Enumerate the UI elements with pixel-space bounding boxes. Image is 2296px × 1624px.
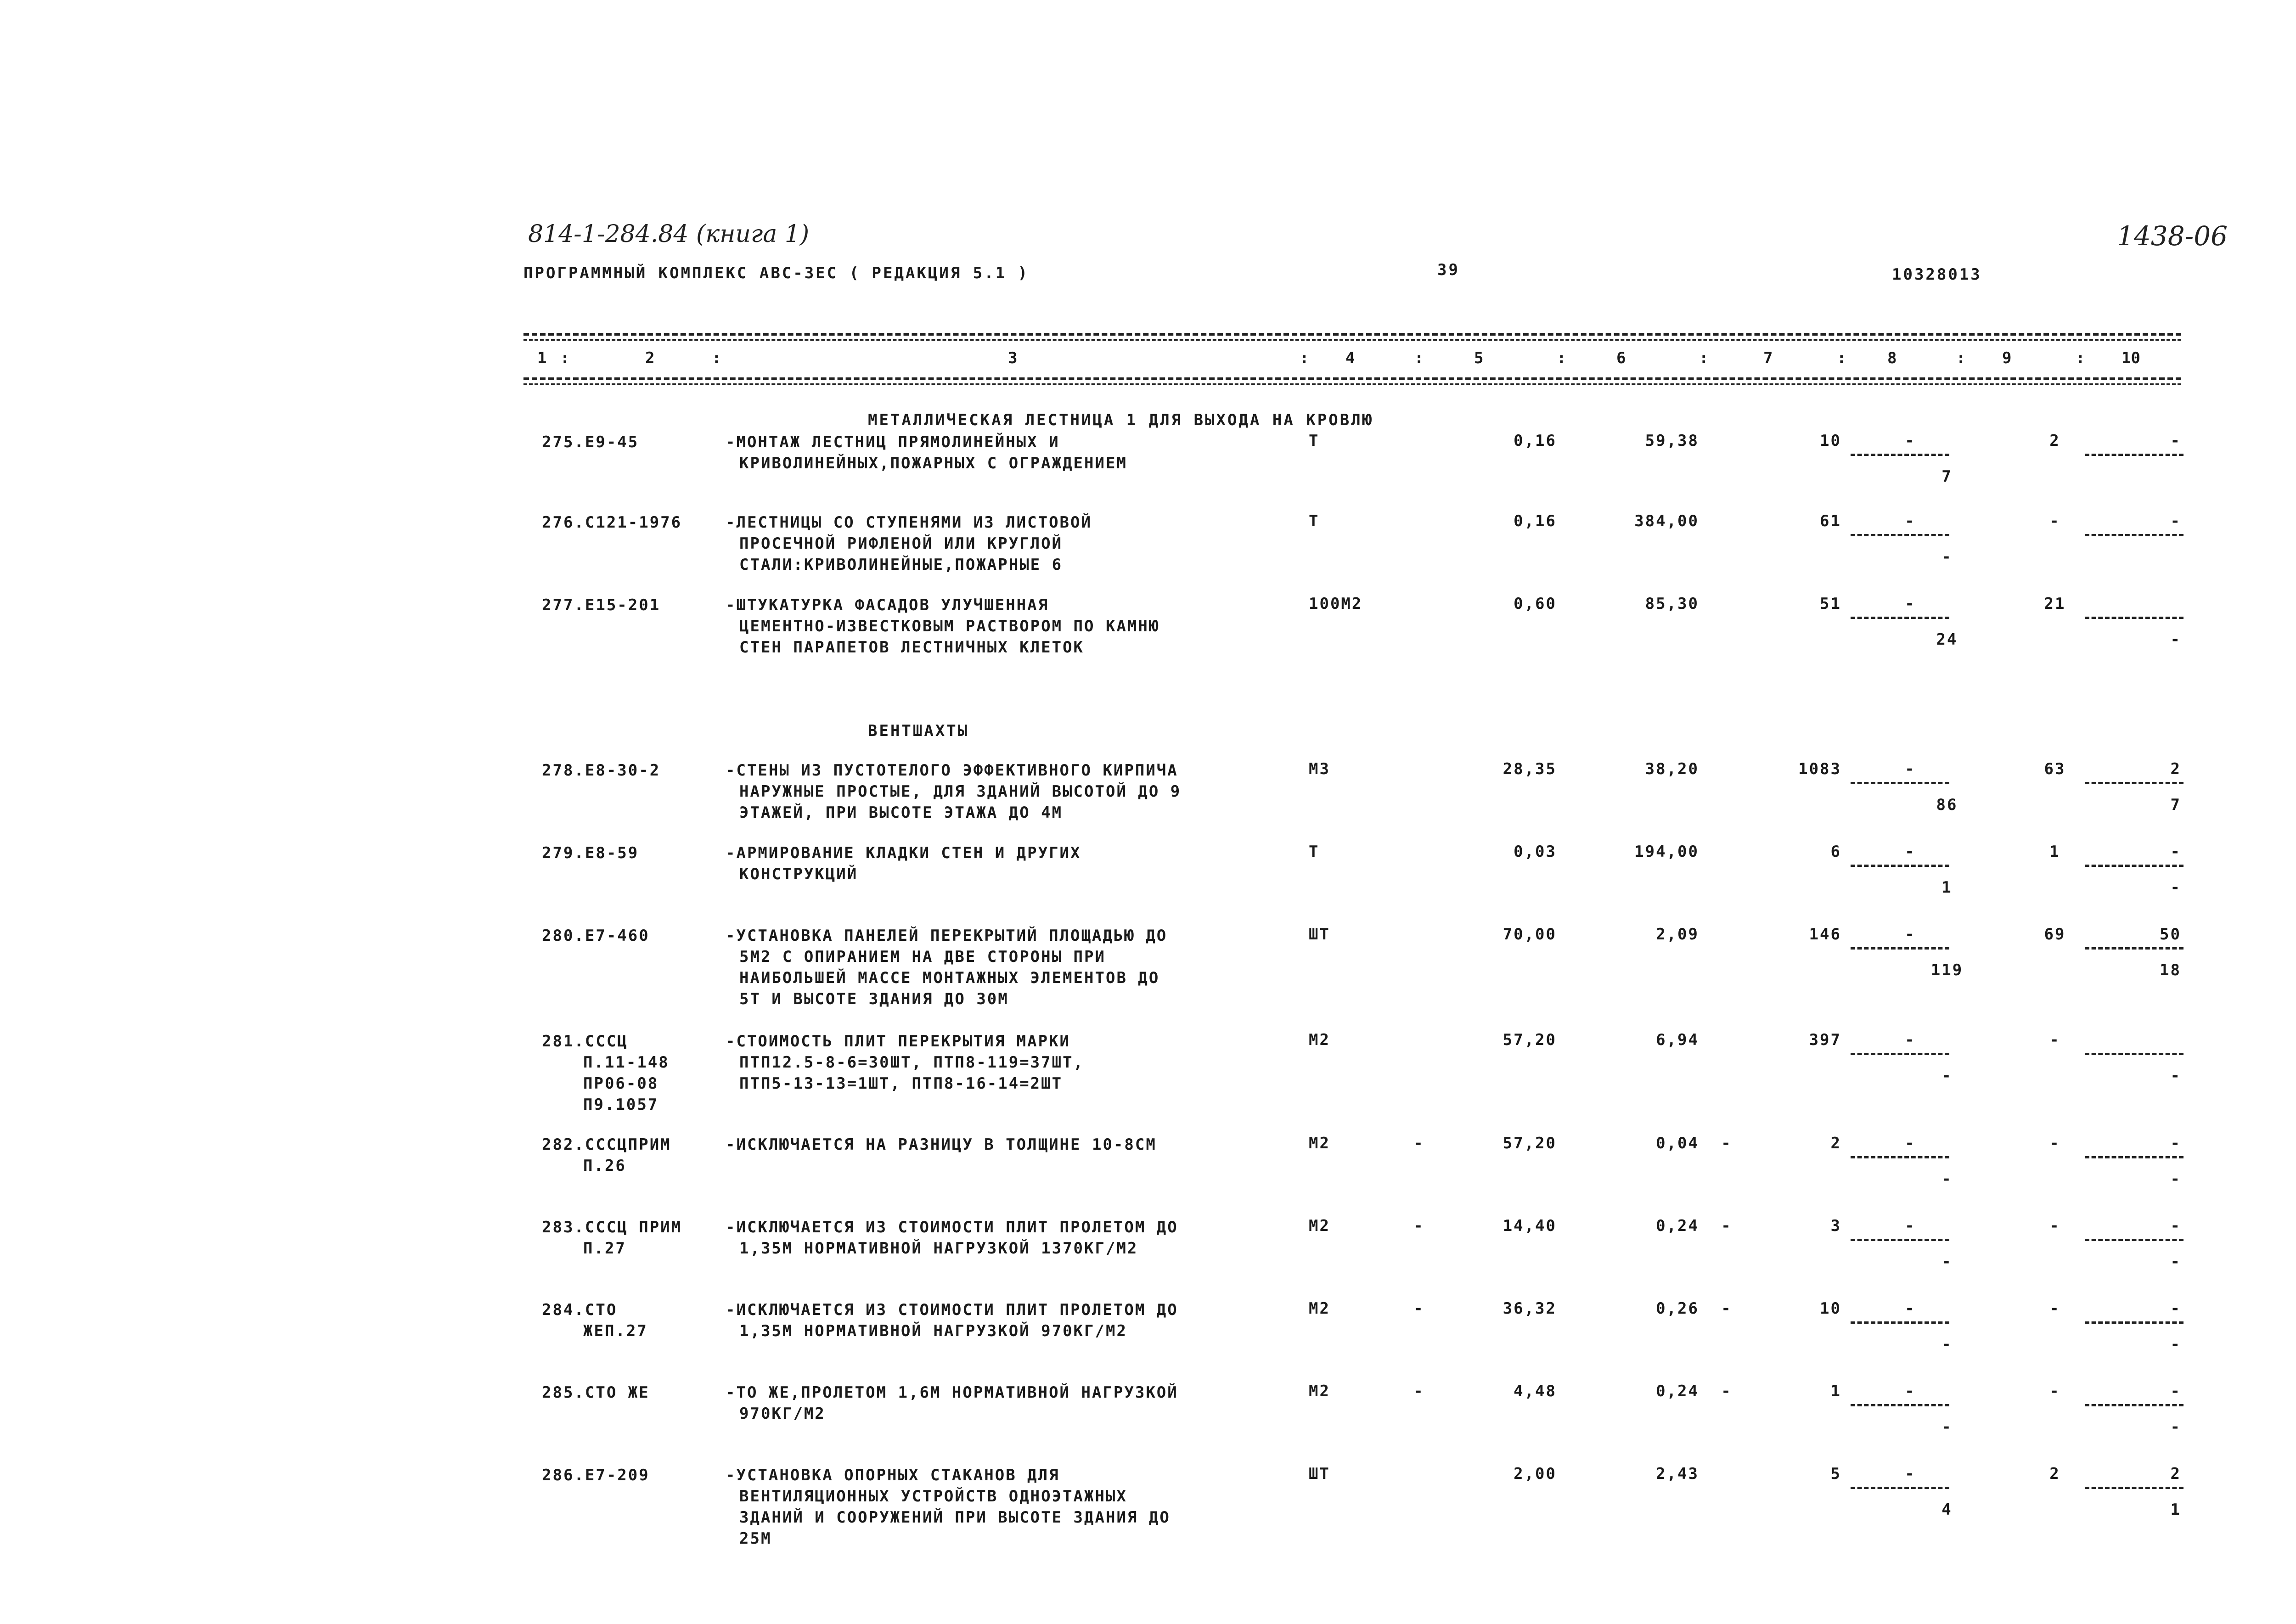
row-code-number: 276.С121-1976 [542, 513, 682, 532]
row-unit-price: 0,04 [1656, 1134, 1699, 1152]
row-col8-divider [1851, 1239, 1949, 1241]
row-col10-divider [2085, 454, 2183, 456]
row-col8-top: - [1905, 1217, 1916, 1235]
row-col8-top: - [1905, 1299, 1916, 1318]
row-quantity: 0,16 [1514, 512, 1557, 530]
row-col9: 21 [2044, 595, 2066, 613]
row-col8-top: - [1905, 1031, 1916, 1049]
row-col10-divider [2085, 782, 2183, 784]
row-unit: М2 [1309, 1134, 1330, 1152]
row-col8-top: - [1905, 925, 1916, 944]
row-description-line: 25М [739, 1529, 772, 1548]
row-col8-divider [1851, 617, 1949, 619]
row-col9: 69 [2044, 925, 2066, 944]
row-col9: 2 [2049, 432, 2060, 450]
row-code-number: 286.Е7-209 [542, 1466, 650, 1484]
row-unit-price: 2,09 [1656, 925, 1699, 944]
row-unit: М2 [1309, 1382, 1330, 1400]
row-description-line: ПТП5-13-13=1ШТ, ПТП8-16-14=2ШТ [739, 1074, 1063, 1093]
row-col9: - [2049, 1382, 2060, 1400]
column-number: 5 [1474, 349, 1484, 367]
row-col8-top: - [1905, 512, 1916, 530]
row-col10-divider [2085, 947, 2183, 950]
row-unit-price: 0,24 [1656, 1217, 1699, 1235]
row-dash: - [1413, 1382, 1424, 1400]
row-col10-top: - [2170, 843, 2181, 861]
row-col8-bottom: 7 [1941, 467, 1953, 486]
row-code [542, 1031, 670, 1115]
row-description [726, 1465, 1171, 1549]
row-code-number: 277.Е15-201 [542, 596, 661, 614]
row-col8-top: - [1905, 843, 1916, 861]
row-description-line: ПРОСЕЧНОЙ РИФЛЕНОЙ ИЛИ КРУГЛОЙ [739, 534, 1063, 553]
row-description-line: -ШТУКАТУРКА ФАСАДОВ УЛУЧШЕННАЯ [726, 596, 1049, 614]
row-col10-top: - [2170, 1134, 2181, 1152]
row-description [726, 760, 1181, 823]
row-col10-divider [2085, 1321, 2183, 1324]
row-col8-top: - [1905, 1382, 1916, 1400]
handwritten-doc-code: 814-1-284.84 (книга 1) [528, 220, 810, 248]
row-col8-bottom: - [1941, 1067, 1953, 1085]
header-rule-bottom [523, 377, 2181, 380]
row-col10-divider [2085, 1156, 2183, 1158]
row-code-number: 284.СТО [542, 1301, 618, 1319]
row-col10-bottom: 18 [2160, 961, 2181, 979]
column-separator: : [1557, 349, 1566, 367]
row-col9: 2 [2049, 1465, 2060, 1483]
section-title: ВЕНТШАХТЫ [868, 722, 969, 740]
row-description-line: -ИСКЛЮЧАЕТСЯ НА РАЗНИЦУ В ТОЛЩИНЕ 10-8СМ [726, 1135, 1157, 1154]
column-separator: : [1300, 349, 1309, 367]
row-code [542, 1465, 650, 1486]
row-total: 397 [1809, 1031, 1841, 1049]
row-col9: - [2049, 1217, 2060, 1235]
row-col8-bottom: 24 [1936, 630, 1958, 649]
row-col8-bottom: - [1941, 1335, 1953, 1354]
row-description [726, 843, 1081, 885]
row-code-continuation: ЖЕП.27 [583, 1322, 648, 1340]
row-code [542, 512, 682, 533]
handwritten-sheet-number: 1438-06 [2117, 220, 2228, 252]
row-code [542, 1382, 650, 1403]
column-separator: : [1956, 349, 1966, 367]
header-rule-top-2 [523, 339, 2181, 341]
row-quantity: 0,60 [1514, 595, 1557, 613]
row-unit: М3 [1309, 760, 1330, 778]
row-total: 10 [1820, 1299, 1841, 1318]
row-col10-bottom: - [2170, 878, 2181, 897]
row-dash: - [1413, 1134, 1424, 1152]
row-col8-divider [1851, 534, 1949, 536]
row-col10-top: - [2170, 512, 2181, 530]
row-quantity: 28,35 [1503, 760, 1557, 778]
row-code [542, 760, 660, 781]
section-title: МЕТАЛЛИЧЕСКАЯ ЛЕСТНИЦА 1 ДЛЯ ВЫХОДА НА КРОВЛЮ [868, 411, 1374, 429]
row-col10-bottom: - [2170, 1170, 2181, 1188]
row-total: 6 [1830, 843, 1841, 861]
row-description-line: КРИВОЛИНЕЙНЫХ,ПОЖАРНЫХ С ОГРАЖДЕНИЕМ [739, 454, 1127, 472]
row-col10-divider [2085, 1053, 2183, 1055]
row-col10-bottom: - [2170, 630, 2181, 649]
row-col8-divider [1851, 1321, 1949, 1324]
row-quantity: 4,48 [1514, 1382, 1557, 1400]
row-dash: - [1721, 1134, 1732, 1152]
row-col8-divider [1851, 1404, 1949, 1406]
row-col8-divider [1851, 454, 1949, 456]
column-separator: : [712, 349, 721, 367]
row-col8-bottom: - [1941, 548, 1953, 566]
row-col10-divider [2085, 617, 2183, 619]
row-code [542, 1299, 648, 1342]
row-unit-price: 194,00 [1634, 843, 1699, 861]
header-rule-bottom-2 [523, 383, 2181, 385]
page-number: 39 [1437, 261, 1460, 279]
column-number: 7 [1763, 349, 1773, 367]
row-description-line: 5Т И ВЫСОТЕ ЗДАНИЯ ДО 30М [739, 990, 1009, 1008]
row-code-continuation: ПР06-08 [583, 1074, 659, 1093]
row-description-line: НАРУЖНЫЕ ПРОСТЫЕ, ДЛЯ ЗДАНИЙ ВЫСОТОЙ ДО 9 [739, 782, 1182, 801]
row-col10-divider [2085, 865, 2183, 867]
row-total: 3 [1830, 1217, 1841, 1235]
row-description-line: -АРМИРОВАНИЕ КЛАДКИ СТЕН И ДРУГИХ [726, 844, 1081, 862]
row-description-line: 1,35М НОРМАТИВНОЙ НАГРУЗКОЙ 970КГ/М2 [739, 1322, 1127, 1340]
row-col10-top: 50 [2160, 925, 2181, 944]
program-title: ПРОГРАММНЫЙ КОМПЛЕКС АВС-3ЕС ( РЕДАКЦИЯ 5.1 ) [523, 264, 1030, 282]
row-description-line: СТЕН ПАРАПЕТОВ ЛЕСТНИЧНЫХ КЛЕТОК [739, 638, 1085, 657]
doc-number: 10328013 [1892, 265, 1982, 284]
row-description-line: ВЕНТИЛЯЦИОННЫХ УСТРОЙСТВ ОДНОЭТАЖНЫХ [739, 1487, 1127, 1506]
row-col8-divider [1851, 782, 1949, 784]
row-code-number: 279.Е8-59 [542, 844, 639, 862]
row-total: 1 [1830, 1382, 1841, 1400]
row-description-line: -ЛЕСТНИЦЫ СО СТУПЕНЯМИ ИЗ ЛИСТОВОЙ [726, 513, 1092, 532]
row-total: 10 [1820, 432, 1841, 450]
column-number: 8 [1887, 349, 1897, 367]
row-description [726, 1134, 1157, 1155]
row-col8-bottom: - [1941, 1170, 1953, 1188]
row-col10-top: - [2170, 432, 2181, 450]
row-unit-price: 59,38 [1645, 432, 1699, 450]
row-code-number: 282.СССЦПРИМ [542, 1135, 671, 1154]
column-separator: : [1699, 349, 1709, 367]
row-col8-top: - [1905, 595, 1916, 613]
row-description-line: -УСТАНОВКА ПАНЕЛЕЙ ПЕРЕКРЫТИЙ ПЛОЩАДЬЮ ДО [726, 927, 1168, 945]
row-col10-bottom: 7 [2170, 796, 2181, 814]
column-separator: : [1837, 349, 1846, 367]
row-col8-top: - [1905, 760, 1916, 778]
row-description-line: НАИБОЛЬШЕЙ МАССЕ МОНТАЖНЫХ ЭЛЕМЕНТОВ ДО [739, 969, 1160, 987]
row-description-line: 970КГ/М2 [739, 1405, 826, 1423]
row-col8-top: - [1905, 1134, 1916, 1152]
row-description [726, 1217, 1178, 1259]
row-quantity: 57,20 [1503, 1134, 1557, 1152]
row-dash: - [1721, 1217, 1732, 1235]
row-description-line: ЭТАЖЕЙ, ПРИ ВЫСОТЕ ЭТАЖА ДО 4М [739, 804, 1063, 822]
row-col8-top: - [1905, 432, 1916, 450]
row-unit-price: 85,30 [1645, 595, 1699, 613]
row-col10-top: - [2170, 1217, 2181, 1235]
row-quantity: 70,00 [1503, 925, 1557, 944]
row-total: 51 [1820, 595, 1841, 613]
row-total: 5 [1830, 1465, 1841, 1483]
row-description-line: -МОНТАЖ ЛЕСТНИЦ ПРЯМОЛИНЕЙНЫХ И [726, 433, 1060, 451]
row-col10-top: - [2170, 1382, 2181, 1400]
row-description [726, 432, 1127, 474]
row-total: 61 [1820, 512, 1841, 530]
row-col8-divider [1851, 947, 1949, 950]
row-unit-price: 0,26 [1656, 1299, 1699, 1318]
row-code-number: 275.Е9-45 [542, 433, 639, 451]
row-description-line: 1,35М НОРМАТИВНОЙ НАГРУЗКОЙ 1370КГ/М2 [739, 1239, 1138, 1258]
row-unit-price: 2,43 [1656, 1465, 1699, 1483]
row-col9: - [2049, 1031, 2060, 1049]
row-description [726, 925, 1167, 1010]
row-col8-bottom: 86 [1936, 796, 1958, 814]
row-description [726, 1031, 1084, 1094]
column-number: 4 [1345, 349, 1355, 367]
row-unit: М2 [1309, 1031, 1330, 1049]
column-separator: : [560, 349, 570, 367]
row-quantity: 14,40 [1503, 1217, 1557, 1235]
row-unit: ШТ [1309, 1465, 1330, 1483]
row-unit: 100М2 [1309, 595, 1363, 613]
row-dash: - [1721, 1299, 1732, 1318]
row-description-line: КОНСТРУКЦИЙ [739, 865, 858, 883]
row-dash: - [1413, 1299, 1424, 1318]
row-col10-divider [2085, 1404, 2183, 1406]
row-unit: ШТ [1309, 925, 1330, 944]
row-col9: 63 [2044, 760, 2066, 778]
row-col10-bottom: 1 [2170, 1500, 2181, 1519]
row-col8-divider [1851, 1156, 1949, 1158]
column-number: 2 [645, 349, 655, 367]
row-unit-price: 38,20 [1645, 760, 1699, 778]
row-description-line: 5М2 С ОПИРАНИЕМ НА ДВЕ СТОРОНЫ ПРИ [739, 948, 1106, 966]
row-col9: - [2049, 1299, 2060, 1318]
row-col9: - [2049, 512, 2060, 530]
row-quantity: 57,20 [1503, 1031, 1557, 1049]
row-col10-divider [2085, 1239, 2183, 1241]
row-description [726, 1382, 1178, 1424]
row-description-line: СТАЛИ:КРИВОЛИНЕЙНЫЕ,ПОЖАРНЫЕ 6 [739, 556, 1063, 574]
row-col10-top: 2 [2170, 760, 2181, 778]
row-code-continuation: П9.1057 [583, 1096, 659, 1114]
row-unit: Т [1309, 432, 1320, 450]
column-number: 6 [1616, 349, 1626, 367]
row-code-continuation: П.11-148 [583, 1053, 670, 1072]
row-col8-bottom: - [1941, 1253, 1953, 1271]
row-unit: Т [1309, 843, 1320, 861]
row-total: 1083 [1798, 760, 1841, 778]
row-col10-bottom: - [2170, 1067, 2181, 1085]
column-number: 1 [537, 349, 547, 367]
row-description [726, 595, 1159, 658]
row-quantity: 0,16 [1514, 432, 1557, 450]
header-rule-top [523, 333, 2181, 336]
row-code [542, 595, 660, 616]
row-col10-bottom: - [2170, 1253, 2181, 1271]
row-code-number: 283.СССЦ ПРИМ [542, 1218, 682, 1236]
row-code-continuation: П.27 [583, 1239, 626, 1258]
column-number: 10 [2122, 349, 2140, 367]
row-code-number: 278.Е8-30-2 [542, 761, 661, 780]
row-col10-top: 2 [2170, 1465, 2181, 1483]
row-description [726, 1299, 1178, 1342]
row-code [542, 432, 639, 453]
row-quantity: 2,00 [1514, 1465, 1557, 1483]
row-col8-divider [1851, 1487, 1949, 1489]
row-col8-divider [1851, 1053, 1949, 1055]
row-col8-bottom: 119 [1930, 961, 1964, 979]
row-col10-divider [2085, 1487, 2183, 1489]
column-number: 9 [2002, 349, 2012, 367]
row-code [542, 925, 650, 946]
row-description-line: ЗДАНИЙ И СООРУЖЕНИЙ ПРИ ВЫСОТЕ ЗДАНИЯ ДО [739, 1508, 1171, 1527]
row-col8-divider [1851, 865, 1949, 867]
row-description-line: -УСТАНОВКА ОПОРНЫХ СТАКАНОВ ДЛЯ [726, 1466, 1060, 1484]
row-col9: - [2049, 1134, 2060, 1152]
row-unit: М2 [1309, 1299, 1330, 1318]
row-unit-price: 384,00 [1634, 512, 1699, 530]
row-total: 146 [1809, 925, 1841, 944]
row-description-line: -СТЕНЫ ИЗ ПУСТОТЕЛОГО ЭФФЕКТИВНОГО КИРПИЧА [726, 761, 1178, 780]
column-separator: : [1414, 349, 1424, 367]
row-description-line: -ИСКЛЮЧАЕТСЯ ИЗ СТОИМОСТИ ПЛИТ ПРОЛЕТОМ ДО [726, 1218, 1178, 1236]
row-description-line: ПТП12.5-8-6=30ШТ, ПТП8-119=37ШТ, [739, 1053, 1085, 1072]
row-quantity: 0,03 [1514, 843, 1557, 861]
row-col10-bottom: - [2170, 1418, 2181, 1436]
row-description-line: ЦЕМЕНТНО-ИЗВЕСТКОВЫМ РАСТВОРОМ ПО КАМНЮ [739, 617, 1160, 635]
row-code [542, 843, 639, 864]
row-col10-top: - [2170, 1299, 2181, 1318]
row-code [542, 1217, 682, 1259]
column-number: 3 [1008, 349, 1018, 367]
row-description-line: -ТО ЖЕ,ПРОЛЕТОМ 1,6М НОРМАТИВНОЙ НАГРУЗКОЙ [726, 1383, 1178, 1402]
row-code-number: 280.Е7-460 [542, 927, 650, 945]
row-code-continuation: П.26 [583, 1157, 626, 1175]
row-quantity: 36,32 [1503, 1299, 1557, 1318]
row-col10-bottom: - [2170, 1335, 2181, 1354]
row-unit: Т [1309, 512, 1320, 530]
row-col8-bottom: 1 [1941, 878, 1953, 897]
row-description-line: -СТОИМОСТЬ ПЛИТ ПЕРЕКРЫТИЯ МАРКИ [726, 1032, 1071, 1051]
row-code [542, 1134, 671, 1176]
row-col8-bottom: - [1941, 1418, 1953, 1436]
row-col9: 1 [2049, 843, 2060, 861]
row-col10-divider [2085, 534, 2183, 536]
row-description-line: -ИСКЛЮЧАЕТСЯ ИЗ СТОИМОСТИ ПЛИТ ПРОЛЕТОМ ДО [726, 1301, 1178, 1319]
row-unit-price: 0,24 [1656, 1382, 1699, 1400]
row-code-number: 285.СТО ЖЕ [542, 1383, 650, 1402]
row-total: 2 [1830, 1134, 1841, 1152]
row-code-number: 281.СССЦ [542, 1032, 628, 1051]
column-separator: : [2076, 349, 2085, 367]
row-col8-top: - [1905, 1465, 1916, 1483]
row-dash: - [1413, 1217, 1424, 1235]
row-dash: - [1721, 1382, 1732, 1400]
row-unit: М2 [1309, 1217, 1330, 1235]
row-description [726, 512, 1092, 575]
row-col8-bottom: 4 [1941, 1500, 1953, 1519]
row-unit-price: 6,94 [1656, 1031, 1699, 1049]
